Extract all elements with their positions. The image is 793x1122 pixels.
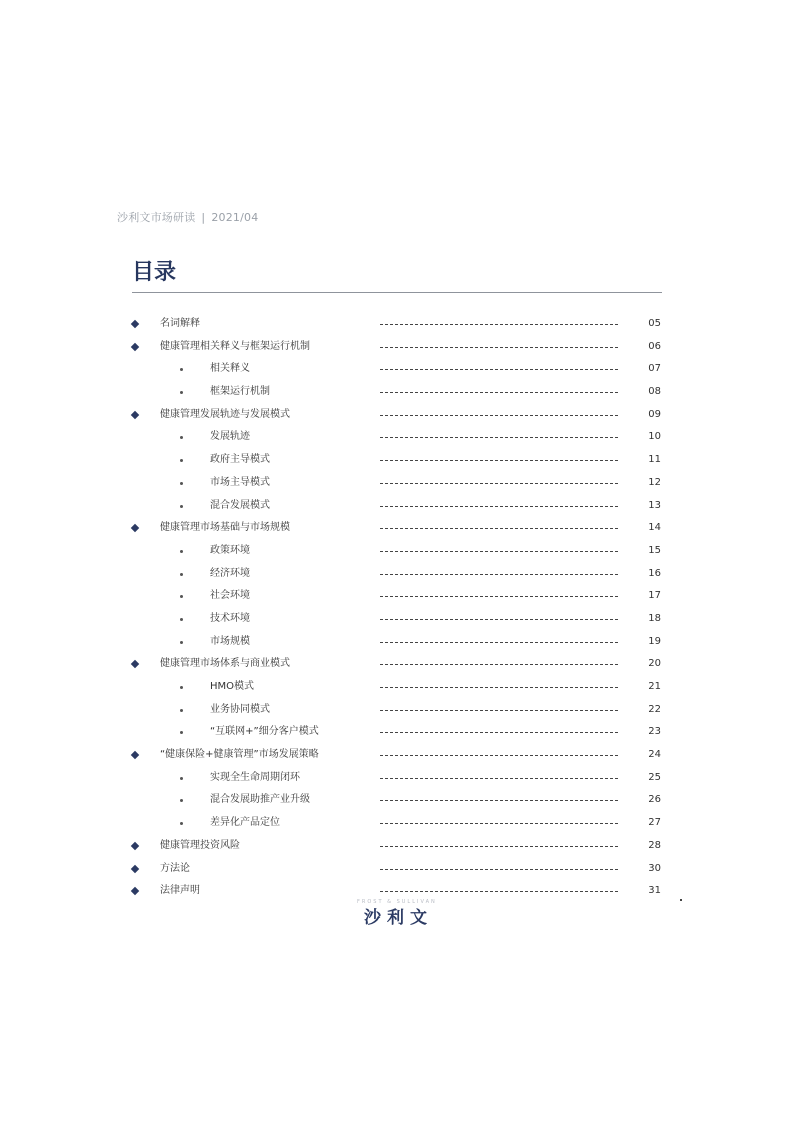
toc-entry-label: 差异化产品定位 — [210, 817, 280, 829]
toc-entry[interactable] — [0, 540, 793, 563]
dot-bullet-icon — [180, 595, 183, 598]
page-title: 目录 — [132, 260, 177, 285]
toc-leader-dashes — [380, 596, 618, 597]
toc-leader-dashes — [380, 528, 618, 529]
toc-entry[interactable] — [0, 381, 793, 404]
toc-page-number: 15 — [648, 544, 661, 556]
toc-leader-dashes — [380, 800, 618, 801]
diamond-bullet-icon — [131, 660, 139, 668]
toc-page-number: 06 — [648, 340, 661, 352]
toc-leader-dashes — [380, 483, 618, 484]
toc-page-number: 08 — [648, 386, 661, 398]
toc-entry[interactable] — [0, 789, 793, 812]
toc-page-number: 07 — [648, 363, 661, 375]
toc-entry-label: 名词解释 — [160, 318, 200, 329]
toc-page-number: 18 — [648, 612, 661, 624]
toc-page-number: 17 — [648, 590, 661, 602]
dot-bullet-icon — [180, 799, 183, 802]
toc-entry[interactable] — [0, 449, 793, 472]
toc-entry-label: “健康保险+健康管理”市场发展策略 — [160, 749, 319, 761]
toc-entry-label: 市场主导模式 — [210, 476, 270, 488]
toc-entry[interactable] — [0, 472, 793, 495]
toc-entry[interactable] — [0, 495, 793, 518]
toc-leader-dashes — [380, 732, 618, 733]
toc-entry-label: 健康管理发展轨迹与发展模式 — [160, 408, 290, 420]
toc-page-number: 12 — [648, 476, 661, 488]
toc-leader-dashes — [380, 460, 618, 461]
toc-entry-label: 法律声明 — [160, 885, 200, 897]
toc-leader-dashes — [380, 687, 618, 688]
dot-bullet-icon — [180, 482, 183, 485]
toc-page-number: 13 — [648, 499, 661, 511]
toc-page-number: 22 — [648, 703, 661, 715]
toc-entry-label: 技术环境 — [210, 612, 250, 624]
toc-entry-label: 政策环境 — [210, 544, 250, 556]
toc-leader-dashes — [380, 642, 618, 643]
toc-page-number: 19 — [648, 635, 661, 647]
diamond-bullet-icon — [131, 887, 139, 895]
toc-entry-label: 方法论 — [160, 862, 190, 874]
toc-leader-dashes — [380, 664, 618, 665]
toc-page-number: 28 — [648, 839, 661, 851]
toc-leader-dashes — [380, 506, 618, 507]
title-divider — [132, 292, 662, 293]
toc-entry[interactable] — [0, 563, 793, 586]
footer-logo: 沙利文 — [364, 908, 433, 928]
toc-page-number: 24 — [648, 749, 661, 761]
dot-bullet-icon — [180, 709, 183, 712]
toc-page-number: 21 — [648, 681, 661, 692]
dot-bullet-icon — [180, 505, 183, 508]
toc-entry[interactable] — [0, 699, 793, 722]
toc-leader-dashes — [380, 778, 618, 779]
toc-entry-label: 市场规模 — [210, 635, 250, 647]
dot-bullet-icon — [180, 436, 183, 439]
toc-page-number: 27 — [648, 817, 661, 829]
toc-page-number: 25 — [648, 771, 661, 783]
toc-page-number: 09 — [648, 408, 661, 420]
toc-page-number: 20 — [648, 658, 661, 670]
dot-bullet-icon — [180, 822, 183, 825]
toc-page-number: 31 — [648, 885, 661, 897]
toc-leader-dashes — [380, 551, 618, 552]
toc-leader-dashes — [380, 392, 618, 393]
diamond-bullet-icon — [131, 320, 139, 328]
diamond-bullet-icon — [131, 524, 139, 532]
toc-entry-label: 健康管理市场体系与商业模式 — [160, 658, 290, 670]
toc-entry[interactable] — [0, 812, 793, 835]
toc-page-number: 14 — [648, 522, 661, 534]
toc-page-number: 16 — [648, 567, 661, 579]
toc-entry-label: “互联网+”细分客户模式 — [210, 726, 319, 738]
corner-dot — [680, 899, 682, 901]
toc-entry[interactable] — [0, 426, 793, 449]
toc-leader-dashes — [380, 619, 618, 620]
dot-bullet-icon — [180, 641, 183, 644]
toc-entry[interactable] — [0, 858, 793, 881]
toc-leader-dashes — [380, 574, 618, 575]
toc-entry[interactable] — [0, 585, 793, 608]
header-date: 2021/04 — [211, 211, 259, 224]
toc-entry-label: 相关释义 — [210, 363, 250, 375]
dot-bullet-icon — [180, 459, 183, 462]
toc-entry-label: 发展轨迹 — [210, 431, 250, 443]
dot-bullet-icon — [180, 550, 183, 553]
toc-entry-label: 混合发展助推产业升级 — [210, 794, 310, 806]
toc-entry-label: 实现全生命周期闭环 — [210, 771, 300, 783]
dot-bullet-icon — [180, 731, 183, 734]
toc-entry-label: 健康管理投资风险 — [160, 839, 240, 851]
toc-entry[interactable] — [0, 313, 793, 336]
diamond-bullet-icon — [131, 864, 139, 872]
toc-leader-dashes — [380, 710, 618, 711]
toc-leader-dashes — [380, 369, 618, 370]
toc-leader-dashes — [380, 755, 618, 756]
toc-entry[interactable] — [0, 358, 793, 381]
toc-entry-label: 混合发展模式 — [210, 499, 270, 511]
dot-bullet-icon — [180, 777, 183, 780]
diamond-bullet-icon — [131, 342, 139, 350]
dot-bullet-icon — [180, 618, 183, 621]
toc-entry[interactable] — [0, 631, 793, 654]
toc-page-number: 30 — [648, 862, 661, 874]
toc-entry[interactable] — [0, 721, 793, 744]
toc-page-number: 23 — [648, 726, 661, 738]
toc-leader-dashes — [380, 437, 618, 438]
toc-leader-dashes — [380, 823, 618, 824]
toc-leader-dashes — [380, 869, 618, 870]
toc-page-number: 26 — [648, 794, 661, 806]
dot-bullet-icon — [180, 686, 183, 689]
toc-entry-label: 健康管理市场基础与市场规模 — [160, 522, 290, 534]
diamond-bullet-icon — [131, 751, 139, 759]
toc-entry-label: 社会环境 — [210, 590, 250, 602]
toc-entry-label: 健康管理相关释义与框架运行机制 — [160, 340, 310, 352]
toc-leader-dashes — [380, 415, 618, 416]
toc-entry[interactable] — [0, 835, 793, 858]
toc-entry[interactable] — [0, 608, 793, 631]
toc-entry[interactable] — [0, 653, 793, 676]
toc-page-number: 05 — [648, 318, 661, 329]
diamond-bullet-icon — [131, 411, 139, 419]
dot-bullet-icon — [180, 391, 183, 394]
toc-page-number: 10 — [648, 431, 661, 443]
dot-bullet-icon — [180, 573, 183, 576]
toc-leader-dashes — [380, 347, 618, 348]
toc-leader-dashes — [380, 846, 618, 847]
toc-leader-dashes — [380, 324, 618, 325]
toc-entry[interactable] — [0, 767, 793, 790]
header-brand: 沙利文市场研读 — [117, 211, 196, 224]
table-of-contents — [0, 313, 793, 903]
toc-entry[interactable] — [0, 336, 793, 359]
header-separator: | — [201, 211, 206, 224]
toc-leader-dashes — [380, 891, 618, 892]
toc-entry[interactable] — [0, 676, 793, 699]
toc-entry-label: HMO模式 — [210, 681, 255, 692]
report-header — [117, 209, 258, 225]
toc-entry-label: 经济环境 — [210, 567, 250, 579]
toc-page-number: 11 — [648, 454, 661, 466]
toc-entry[interactable] — [0, 744, 793, 767]
dot-bullet-icon — [180, 368, 183, 371]
toc-entry[interactable] — [0, 517, 793, 540]
footer-small-text: FROST & SULLIVAN — [357, 899, 437, 905]
toc-entry-label: 框架运行机制 — [210, 386, 270, 398]
toc-entry-label: 政府主导模式 — [210, 454, 270, 466]
toc-entry[interactable] — [0, 404, 793, 427]
diamond-bullet-icon — [131, 842, 139, 850]
toc-entry-label: 业务协同模式 — [210, 703, 270, 715]
